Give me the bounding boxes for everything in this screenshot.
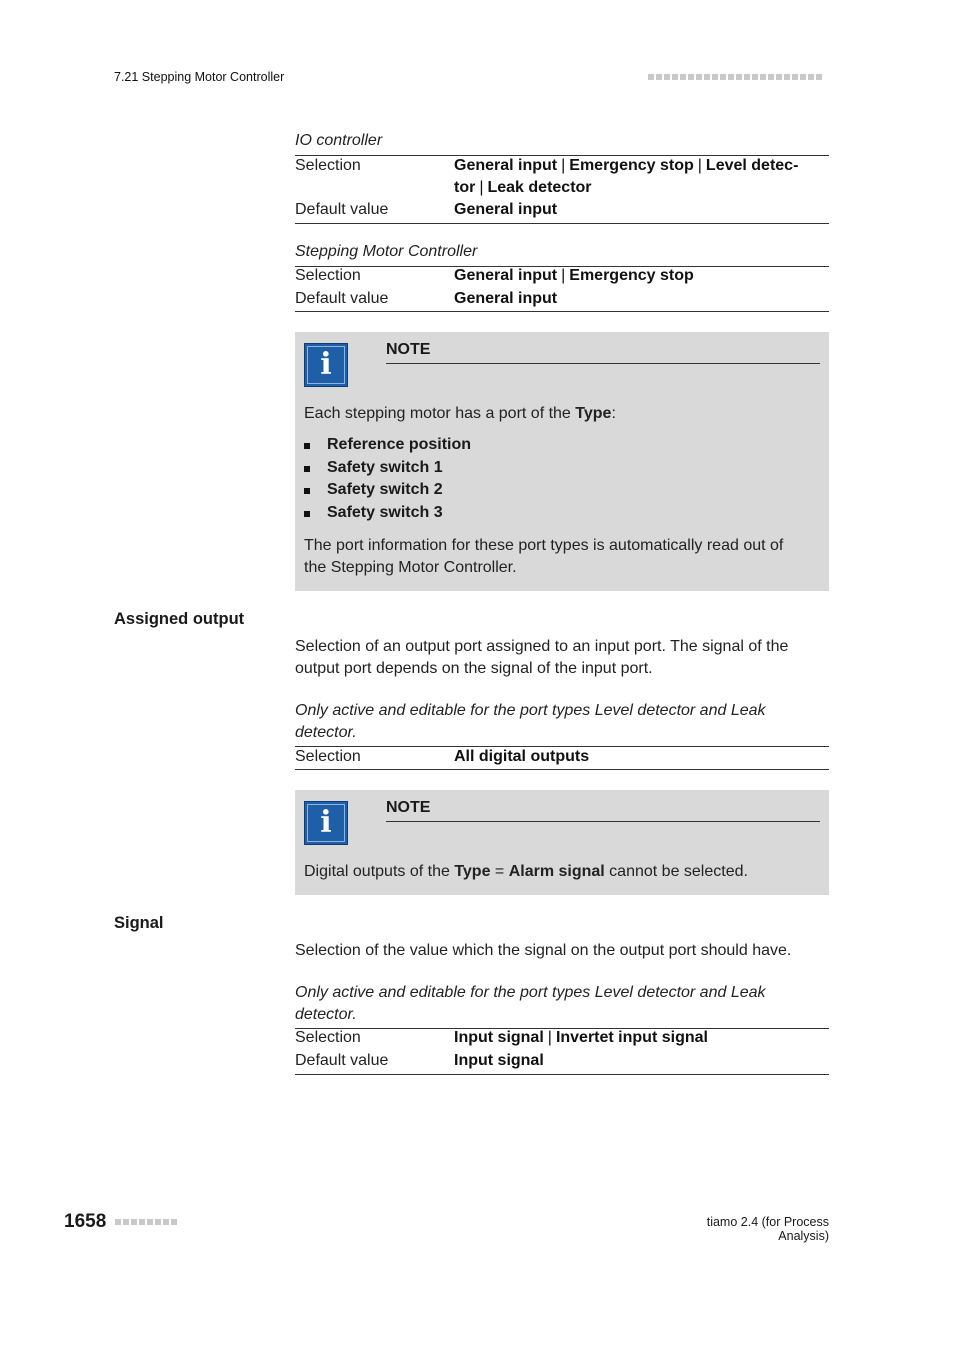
list-item — [304, 459, 443, 477]
table-rule — [295, 311, 829, 312]
note-rule — [386, 821, 820, 822]
assigned-output-selection-value: All digital outputs — [454, 748, 590, 765]
list-item-label: Safety switch 1 — [327, 459, 443, 476]
note-text — [304, 861, 748, 883]
description-line: Selection of an output port assigned to an input port. The signal of the — [295, 638, 789, 655]
signal-selection-values: Input signal | Invertet input signal — [454, 1029, 708, 1046]
io-selection-value: tor — [454, 179, 476, 196]
list-item-label: Reference position — [327, 436, 472, 453]
note-text-bold: Type — [454, 863, 491, 880]
note-outro-line: the Stepping Motor Controller. — [304, 559, 517, 576]
table-rule — [295, 1074, 829, 1075]
io-selection-value: Level detec- — [705, 157, 799, 174]
note-text-bold: Alarm signal — [508, 863, 605, 880]
signal-condition — [295, 982, 829, 1026]
io-default-value: General input — [454, 201, 558, 218]
list-item — [304, 436, 471, 454]
note-intro-suffix: : — [611, 405, 616, 422]
signal-default-label: Default value — [295, 1052, 389, 1069]
page-number: 1658 — [64, 1211, 107, 1232]
signal-description: Selection of the value which the signal on the output port should have. — [295, 942, 792, 959]
description-line: output port depends on the signal of the input port. — [295, 660, 653, 677]
note-text-part: Digital outputs of the — [304, 863, 455, 880]
note-title: NOTE — [386, 799, 431, 816]
smc-selection-values: General input | Emergency stop — [454, 267, 694, 284]
note-title: NOTE — [386, 341, 431, 358]
io-selection-label: Selection — [295, 157, 361, 174]
note-text-part: cannot be selected. — [604, 863, 748, 880]
io-default-label: Default value — [295, 201, 389, 218]
assigned-output-condition — [295, 700, 829, 744]
note-outro-line: The port information for these port types is automatically read out of — [304, 537, 784, 554]
list-item — [304, 504, 443, 522]
table-rule — [295, 223, 829, 224]
condition-line: detector. — [295, 724, 357, 741]
info-icon: i — [304, 801, 348, 845]
note-rule — [386, 363, 820, 364]
note-text-part: = — [490, 863, 509, 880]
signal-selection-label: Selection — [295, 1029, 361, 1046]
smc-selection-label: Selection — [295, 267, 361, 284]
list-item — [304, 481, 443, 499]
smc-caption: Stepping Motor Controller — [295, 243, 478, 260]
list-item-label: Safety switch 3 — [327, 504, 443, 521]
note-box — [295, 790, 829, 895]
condition-line: detector. — [295, 1006, 357, 1023]
io-selection-value: Leak detector — [487, 179, 592, 196]
section-title-signal: Signal — [114, 914, 164, 932]
info-icon: i — [304, 343, 348, 387]
io-selection-value: Emergency stop — [569, 157, 694, 174]
note-intro-bold: Type — [575, 405, 612, 422]
io-selection-values: General input | Emergency stop | Level detec- tor | Leak detector — [454, 157, 799, 196]
signal-selection-value: Input signal — [454, 1029, 544, 1046]
header-decoration — [648, 74, 822, 80]
smc-selection-value: Emergency stop — [569, 267, 694, 284]
condition-line: Only active and editable for the port types Level detector and Leak — [295, 984, 766, 1001]
condition-line: Only active and editable for the port types Level detector and Leak — [295, 702, 766, 719]
section-title-assigned-output: Assigned output — [114, 610, 245, 628]
table-rule — [295, 769, 829, 770]
running-header: 7.21 Stepping Motor Controller — [114, 70, 285, 84]
note-intro-text: Each stepping motor has a port of the — [304, 405, 576, 422]
assigned-output-selection-label: Selection — [295, 748, 361, 765]
io-selection-value: General input — [454, 157, 558, 174]
signal-default-value: Input signal — [454, 1052, 544, 1069]
note-intro — [304, 403, 616, 425]
assigned-output-description — [295, 636, 829, 680]
product-name: tiamo 2.4 (for Process Analysis) — [706, 1215, 829, 1243]
smc-default-value: General input — [454, 290, 558, 307]
smc-default-label: Default value — [295, 290, 389, 307]
footer-decoration — [115, 1219, 177, 1225]
list-item-label: Safety switch 2 — [327, 481, 443, 498]
io-controller-caption: IO controller — [295, 132, 383, 149]
note-box — [295, 332, 829, 591]
note-outro — [304, 535, 783, 579]
signal-selection-value: Invertet input signal — [555, 1029, 708, 1046]
smc-selection-value: General input — [454, 267, 558, 284]
